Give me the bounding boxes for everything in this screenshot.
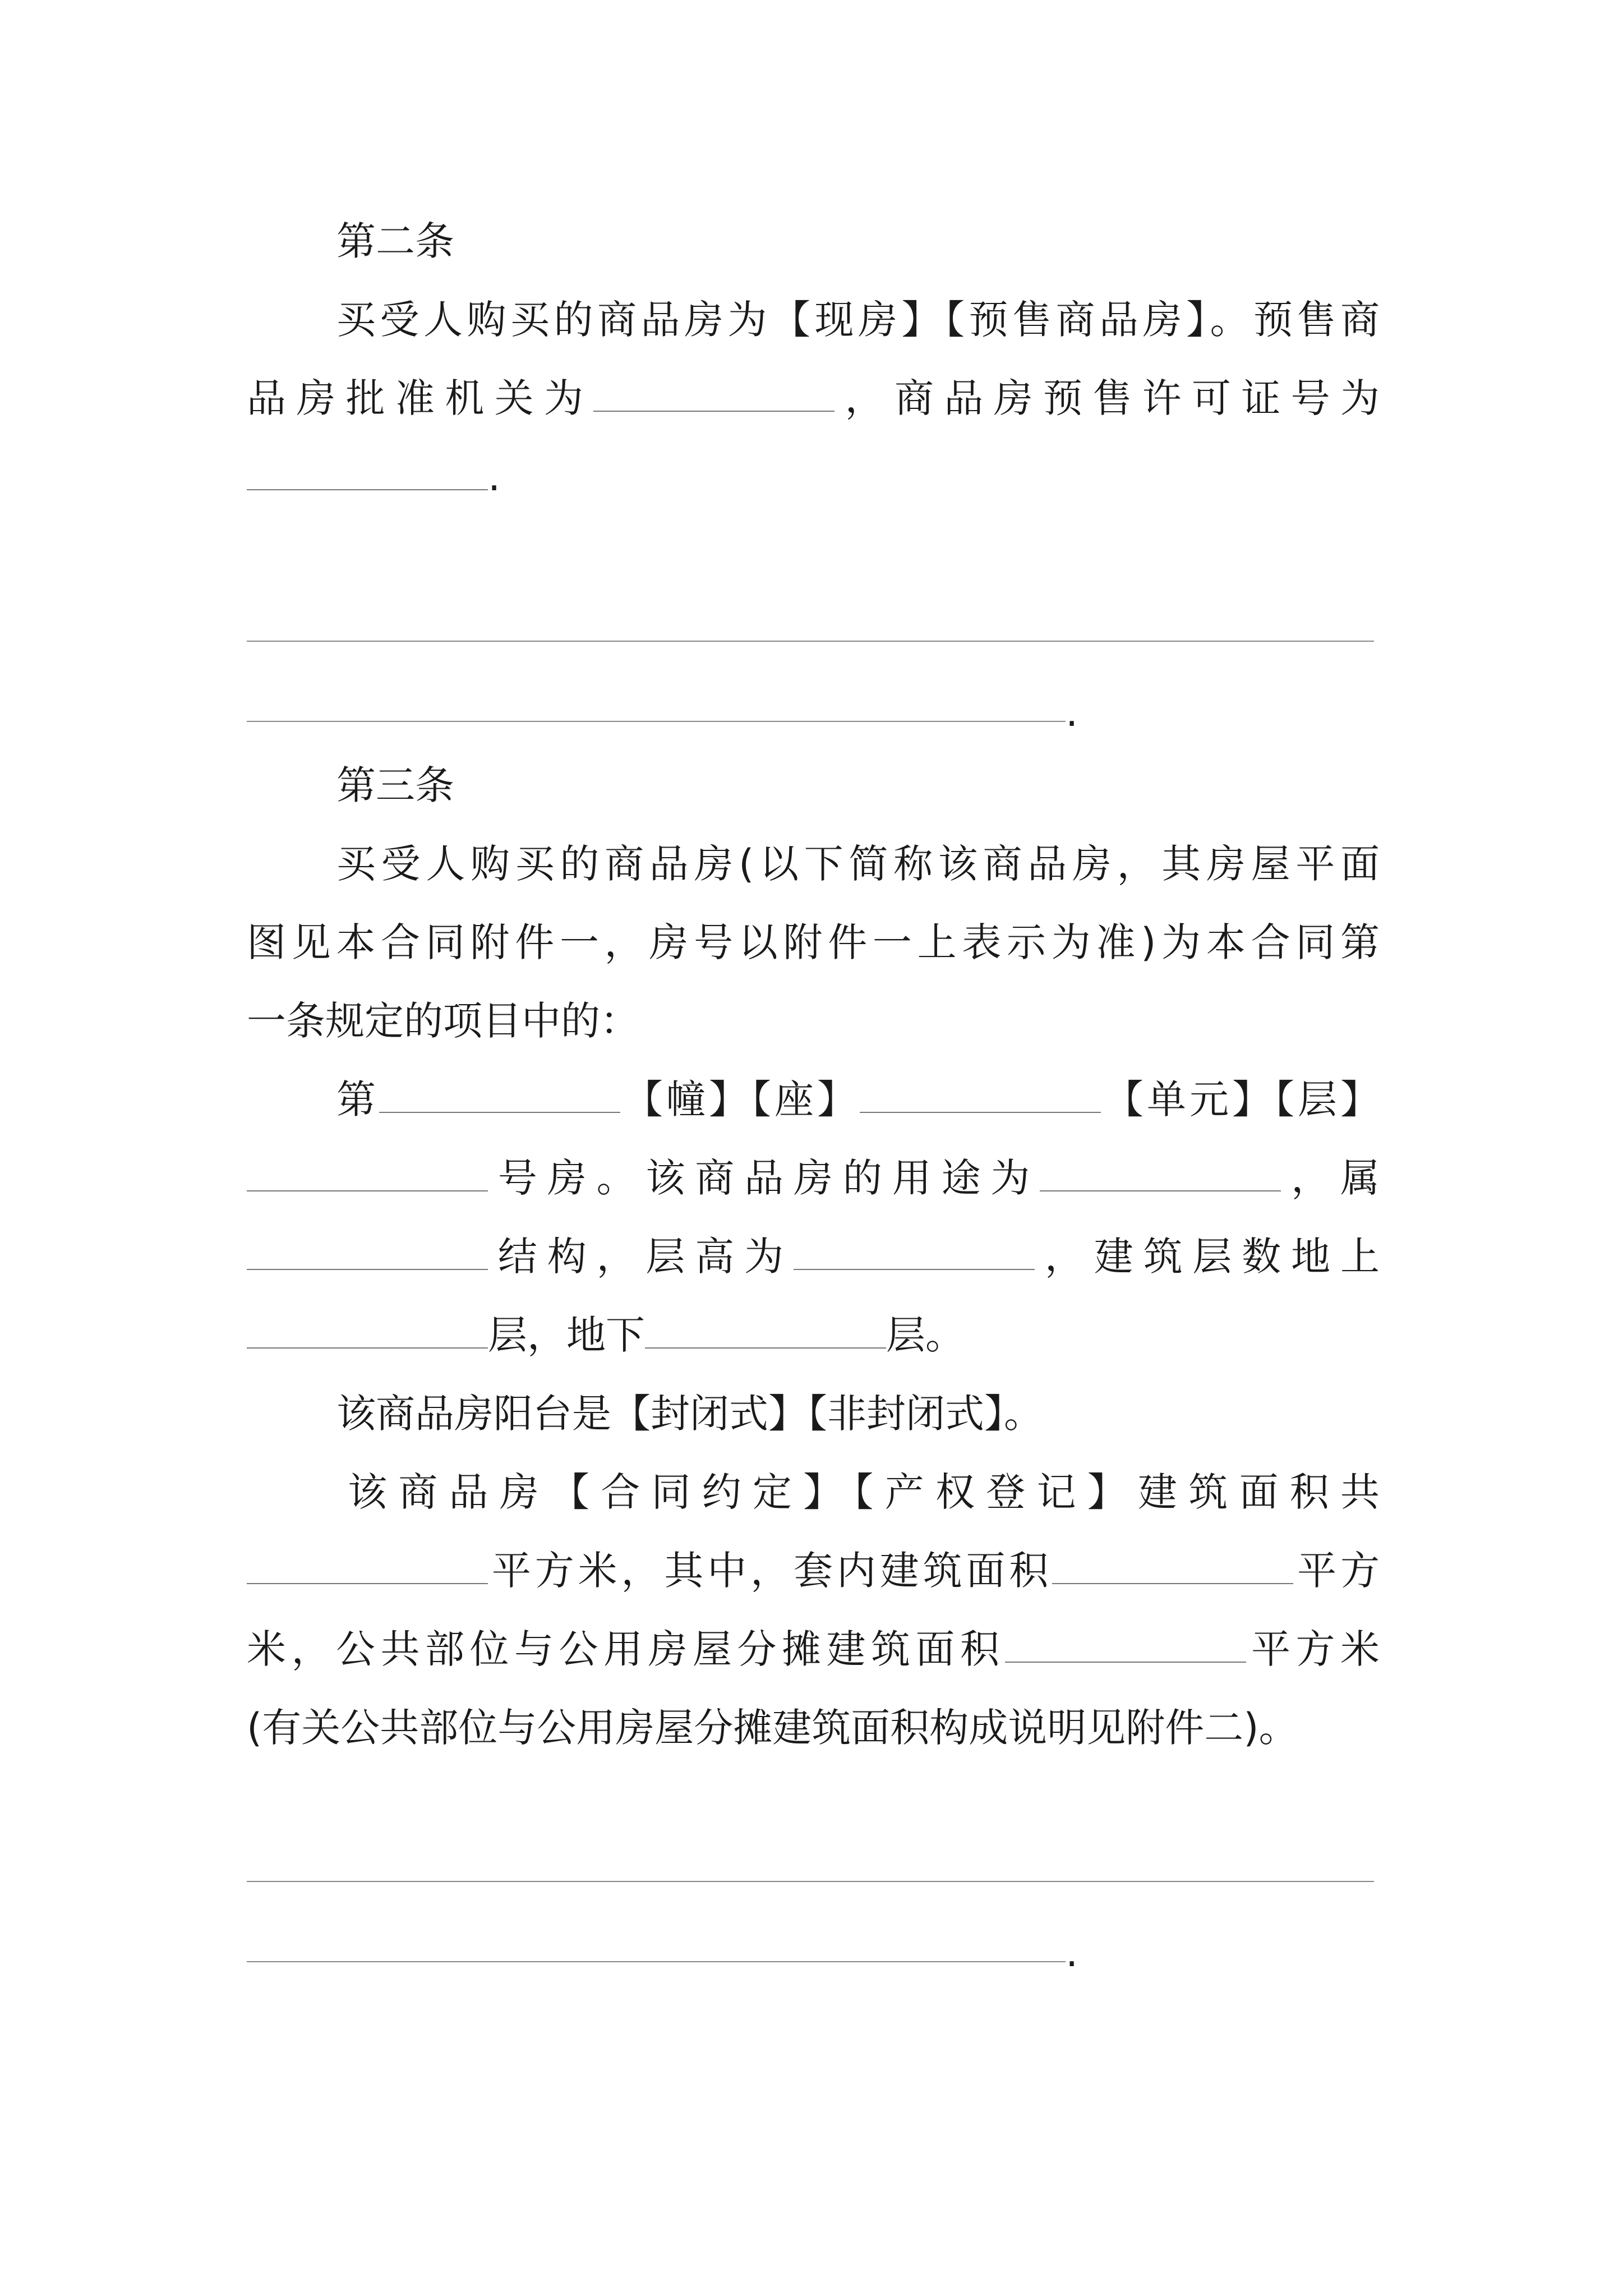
article-2-end-period: .	[488, 454, 501, 500]
floors-below-blank[interactable]	[645, 1315, 886, 1349]
fill-rule-period: .	[1066, 689, 1078, 735]
building-type-options: 【幢】【座】	[620, 1076, 860, 1122]
article-3-p2-line-4	[247, 1307, 965, 1363]
article-3-p4-line-4: (有关公共部位与公用房屋分摊建筑面积构成说明见附件二)。	[247, 1705, 1298, 1751]
presale-permit-label: ，商品房预售许可证号为	[834, 375, 1380, 421]
balcony-type-line: 该商品房阳台是【封闭式】【非封闭式】。	[336, 1391, 1043, 1437]
article-3-p4-line-3	[247, 1621, 1380, 1677]
usage-blank[interactable]	[1040, 1158, 1281, 1191]
unit-type-options: 【单元】【层】	[1101, 1076, 1380, 1122]
inner-area-label: 平方米，其中，套内建筑面积	[488, 1548, 1053, 1594]
article-3-p1-line-2: 图见本合同附件一，房号以附件一上表示为准)为本合同第	[247, 919, 1380, 965]
fill-rule-period: .	[1066, 1930, 1078, 1976]
article-3-p2-line-2	[247, 1150, 1380, 1206]
structure-blank[interactable]	[247, 1236, 488, 1270]
article-2-heading: 第二条	[336, 218, 454, 264]
floor-height-label: 结构，层高为	[488, 1234, 794, 1280]
approval-authority-blank[interactable]	[593, 378, 834, 412]
approval-authority-label: 品房批准机关为	[247, 375, 594, 421]
presale-permit-blank[interactable]	[247, 457, 488, 490]
article-3-p1-line-3: 一条规定的项目中的：	[247, 998, 639, 1044]
floors-end: 层。	[886, 1312, 965, 1358]
article-3-p4-line-2	[247, 1543, 1380, 1599]
article-3-p1-line-1: 买受人购买的商品房(以下简称该商品房，其房屋平面	[336, 841, 1380, 887]
article-3-p2-line-3	[247, 1228, 1380, 1285]
fill-rule-line[interactable]	[247, 1881, 1374, 1882]
structure-prefix: ，属	[1281, 1155, 1380, 1201]
inner-area-blank[interactable]	[1052, 1550, 1293, 1584]
shared-area-blank[interactable]	[1005, 1629, 1246, 1663]
shared-area-unit: 平方米	[1246, 1626, 1380, 1672]
usage-label: 号房。该商品房的用途为	[488, 1155, 1040, 1201]
fill-rule-line[interactable]	[247, 1961, 1066, 1962]
inner-area-unit: 平方	[1293, 1548, 1380, 1594]
article-2-line-1: 买受人购买的商品房为【现房】【预售商品房】。预售商	[336, 297, 1380, 343]
fill-rule-line[interactable]	[247, 641, 1374, 642]
total-area-blank[interactable]	[247, 1550, 488, 1584]
article-3-heading: 第三条	[336, 762, 454, 808]
building-prefix: 第	[336, 1076, 379, 1122]
floors-above-label: ，建筑层数地上	[1035, 1234, 1380, 1280]
article-3-p2-line-1	[336, 1071, 1380, 1128]
article-2-line-2	[247, 370, 1380, 426]
floors-above-blank[interactable]	[247, 1315, 488, 1349]
article-2-line-3	[247, 449, 500, 505]
article-3-p4-line-1: 该商品房【合同约定】【产权登记】建筑面积共	[348, 1469, 1380, 1515]
fill-rule-line[interactable]	[247, 721, 1066, 722]
floor-height-blank[interactable]	[794, 1236, 1035, 1270]
floors-below-label: 层，地下	[488, 1312, 645, 1358]
building-number-blank[interactable]	[379, 1079, 620, 1113]
room-number-blank[interactable]	[247, 1158, 488, 1191]
shared-area-label: 米，公共部位与公用房屋分摊建筑面积	[247, 1626, 1005, 1672]
unit-number-blank[interactable]	[860, 1079, 1101, 1113]
